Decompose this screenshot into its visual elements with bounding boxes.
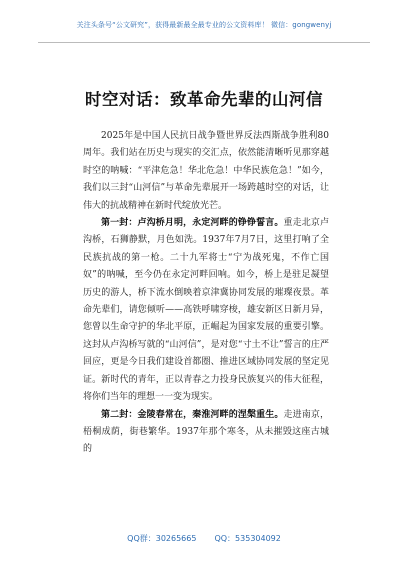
paragraph-intro: [83, 128, 329, 215]
header-banner: 关注头条号“公文研究”，获得最新最全最专业的公文资料库！ 微信：gongwenyj: [76, 21, 332, 29]
paragraph-text: 走进南京，梧桐成荫，街巷繁华。1937年那个寒冬，从未摧毁这座古城的: [83, 409, 329, 455]
paragraph-text: 重走北京卢沟桥，石狮静默，月色如洗。1937年7月7日，这里打响了全民族抗战的第一枪。二十九军将士“宁为战死鬼，不作亡国奴”的呐喊，至今仍在永定河畔回响。如今，桥上是驻足凝望历史的游人，桥下流水倒映着京津冀协同发展的璀璨夜景。革命先辈们，请您倾听——高铁呼啸穿梭，雄安新区日新月异，您曾以生命守护的华北平原，正崛起为国家发展的重要引擎。这封从卢沟桥写就的“山河信”，是对您“寸土不让”誓言的庄严回应，更是今日我们建设首都圈、推进区域协同发展的坚定见证。新时代的青年，正以青春之力投身民族复兴的伟大征程，将你们当年的理想一一变为现实。: [83, 218, 329, 403]
paragraph-heading: 第二封：金陵春常在，秦淮河畔的涅槃重生。: [101, 409, 284, 420]
paragraph-letter-two: [83, 407, 329, 459]
footer-qq-contact: QQ：535304092: [214, 534, 281, 543]
document-title: 时空对话：致革命先辈的山河信: [85, 90, 323, 109]
paragraph-text: 2025年是中国人民抗日战争暨世界反法西斯战争胜利80周年。我们站在历史与现实的交汇点，依然能清晰听见那穿越时空的呐喊：“平津危急！华北危急！中华民族危急！”如今，我们以三封“山河信”与革命先辈展开一场跨越时空的对话，让伟大的抗战精神在新时代绽放光芒。: [83, 131, 329, 211]
paragraph-letter-one: [83, 215, 329, 406]
footer-qq-group: QQ群：30265665: [127, 534, 197, 543]
document-body: [83, 128, 329, 459]
header-divider: [38, 42, 370, 43]
footer-contact: [0, 533, 408, 544]
paragraph-heading: 第一封：卢沟桥月明，永定河畔的铮铮誓言。: [101, 218, 284, 229]
